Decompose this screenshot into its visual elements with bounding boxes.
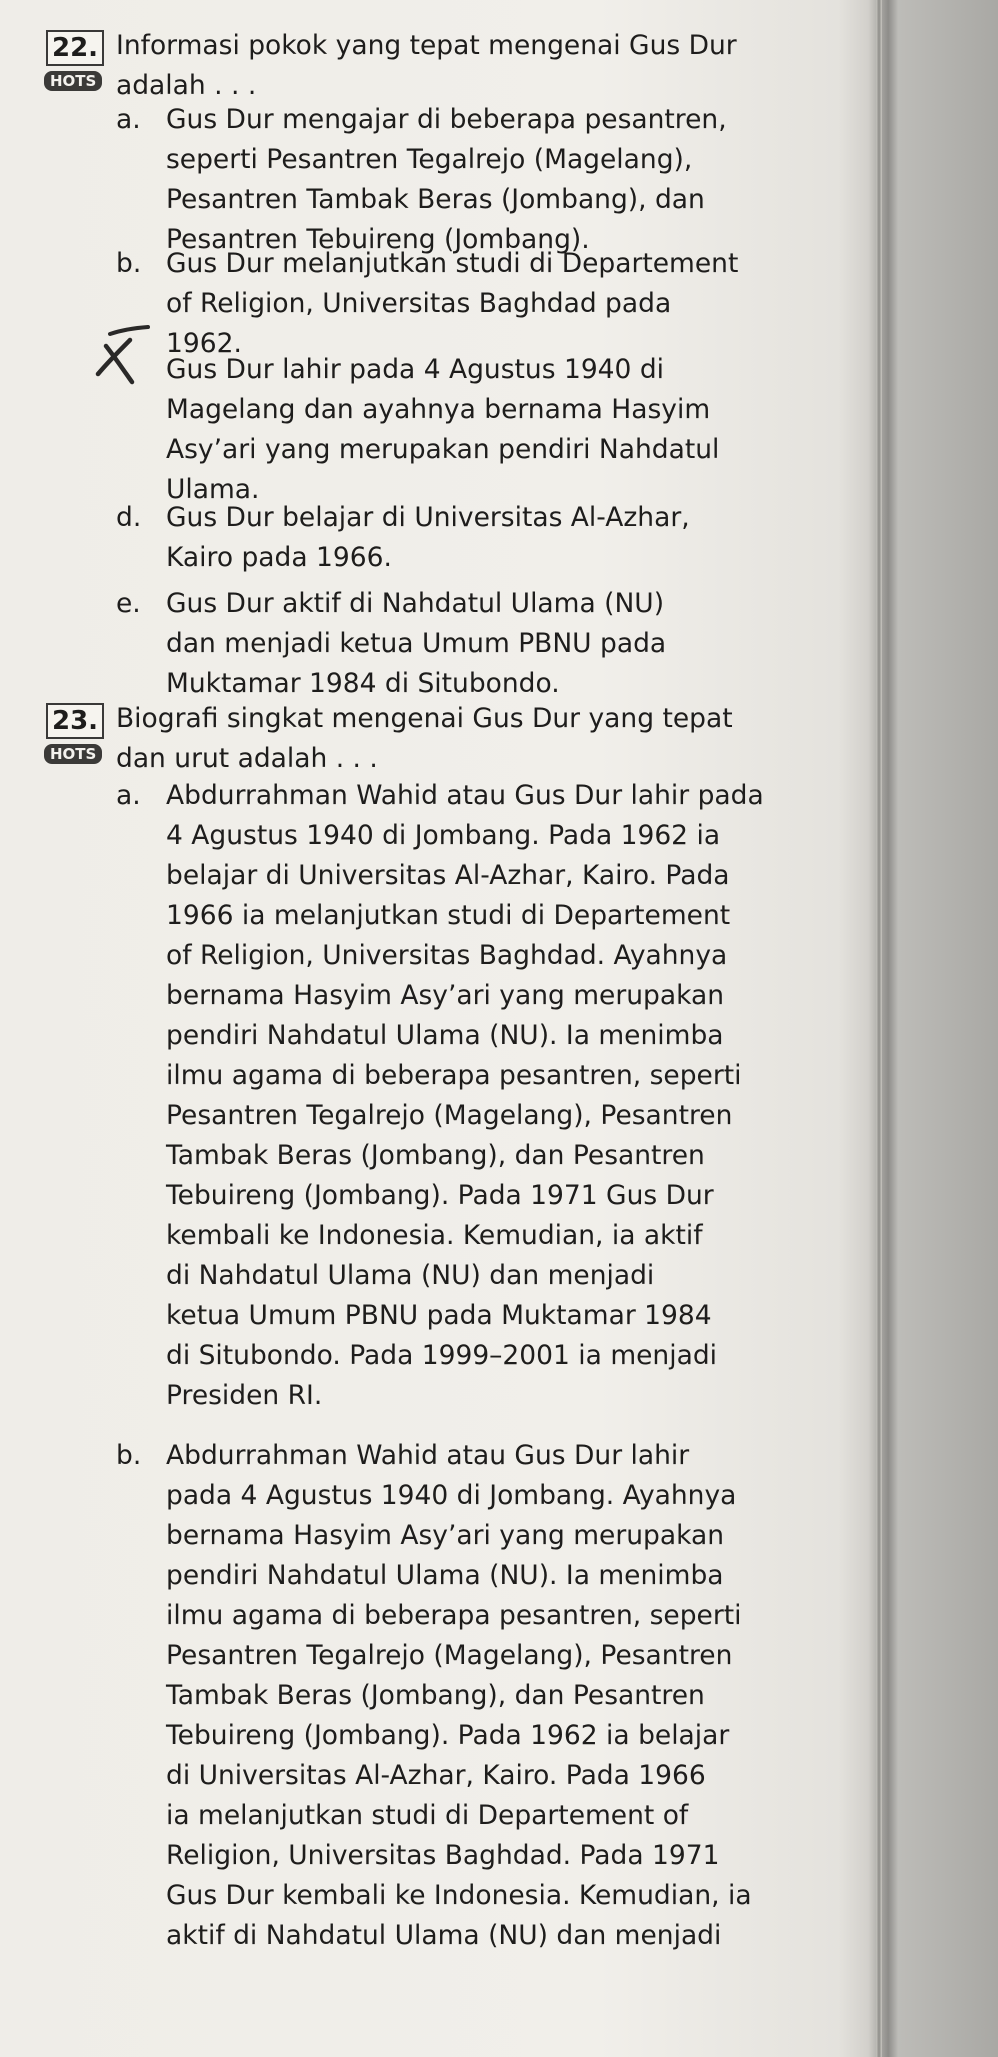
option-letter-23b[interactable]: b. [116,1440,142,1471]
option-text-22d[interactable]: Gus Dur belajar di Universitas Al-Azhar, Kairo pada 1966. [166,502,690,573]
option-text-23a[interactable]: Abdurrahman Wahid atau Gus Dur lahir pada 4 Agustus 1940 di Jombang. Pada 1962 ia belajar di Universitas Al-Azhar, Kairo. Pada 1966 ia melanjutkan studi di Departement of Religion, Universitas Baghdad. Ayahnya bernama Hasyim Asy’ari yang merupakan pendiri Nahdatul Ulama (NU). Ia menimba ilmu agama di beberapa pesantren, seperti Pesantren Tegalrejo (Magelang), Pesantren Tambak Beras (Jombang), dan Pesantren Tebuireng (Jombang). Pada 1971 Gus Dur kembali ke Indonesia. Kemudian, ia aktif di Nahdatul Ulama (NU) dan menjadi ketua Umum PBNU pada Muktamar 1984 di Situbondo. Pada 1999–2001 ia menjadi Presiden RI. [166,780,764,1411]
question-stem-22: Informasi pokok yang tepat mengenai Gus Dur adalah . . . [116,30,737,101]
question-number-23: 23. [46,703,104,739]
page-edge [876,0,882,2057]
hand-drawn-x-mark-icon [88,324,160,392]
option-text-22e[interactable]: Gus Dur aktif di Nahdatul Ulama (NU) dan menjadi ketua Umum PBNU pada Muktamar 1984 di Situbondo. [166,588,667,699]
option-text-22b[interactable]: Gus Dur melanjutkan studi di Departement of Religion, Universitas Baghdad pada 1962. [166,248,739,359]
option-letter-22a[interactable]: a. [116,104,141,135]
question-number-22: 22. [46,30,104,66]
option-letter-23a[interactable]: a. [116,780,141,811]
hots-badge-23: HOTS [44,744,102,764]
option-text-22a[interactable]: Gus Dur mengajar di beberapa pesantren, seperti Pesantren Tegalrejo (Magelang), Pesantren Tambak Beras (Jombang), dan Pesantren Tebuireng (Jombang). [166,104,727,255]
option-letter-22b[interactable]: b. [116,248,142,279]
option-text-22c[interactable]: Gus Dur lahir pada 4 Agustus 1940 di Magelang dan ayahnya bernama Hasyim Asy’ari yang merupakan pendiri Nahdatul Ulama. [166,354,720,505]
option-text-23b[interactable]: Abdurrahman Wahid atau Gus Dur lahir pada 4 Agustus 1940 di Jombang. Ayahnya bernama Hasyim Asy’ari yang merupakan pendiri Nahdatul Ulama (NU). Ia menimba ilmu agama di beberapa pesantren, seperti Pesantren Tegalrejo (Magelang), Pesantren Tambak Beras (Jombang), dan Pesantren Tebuireng (Jombang). Pada 1962 ia belajar di Universitas Al-Azhar, Kairo. Pada 1966 ia melanjutkan studi di Departement of Religion, Universitas Baghdad. Pada 1971 Gus Dur kembali ke Indonesia. Kemudian, ia aktif di Nahdatul Ulama (NU) dan menjadi [166,1440,752,1951]
option-letter-22d[interactable]: d. [116,502,142,533]
question-stem-23: Biografi singkat mengenai Gus Dur yang tepat dan urut adalah . . . [116,703,733,774]
option-letter-22e[interactable]: e. [116,588,141,619]
hots-badge-22: HOTS [44,71,102,91]
